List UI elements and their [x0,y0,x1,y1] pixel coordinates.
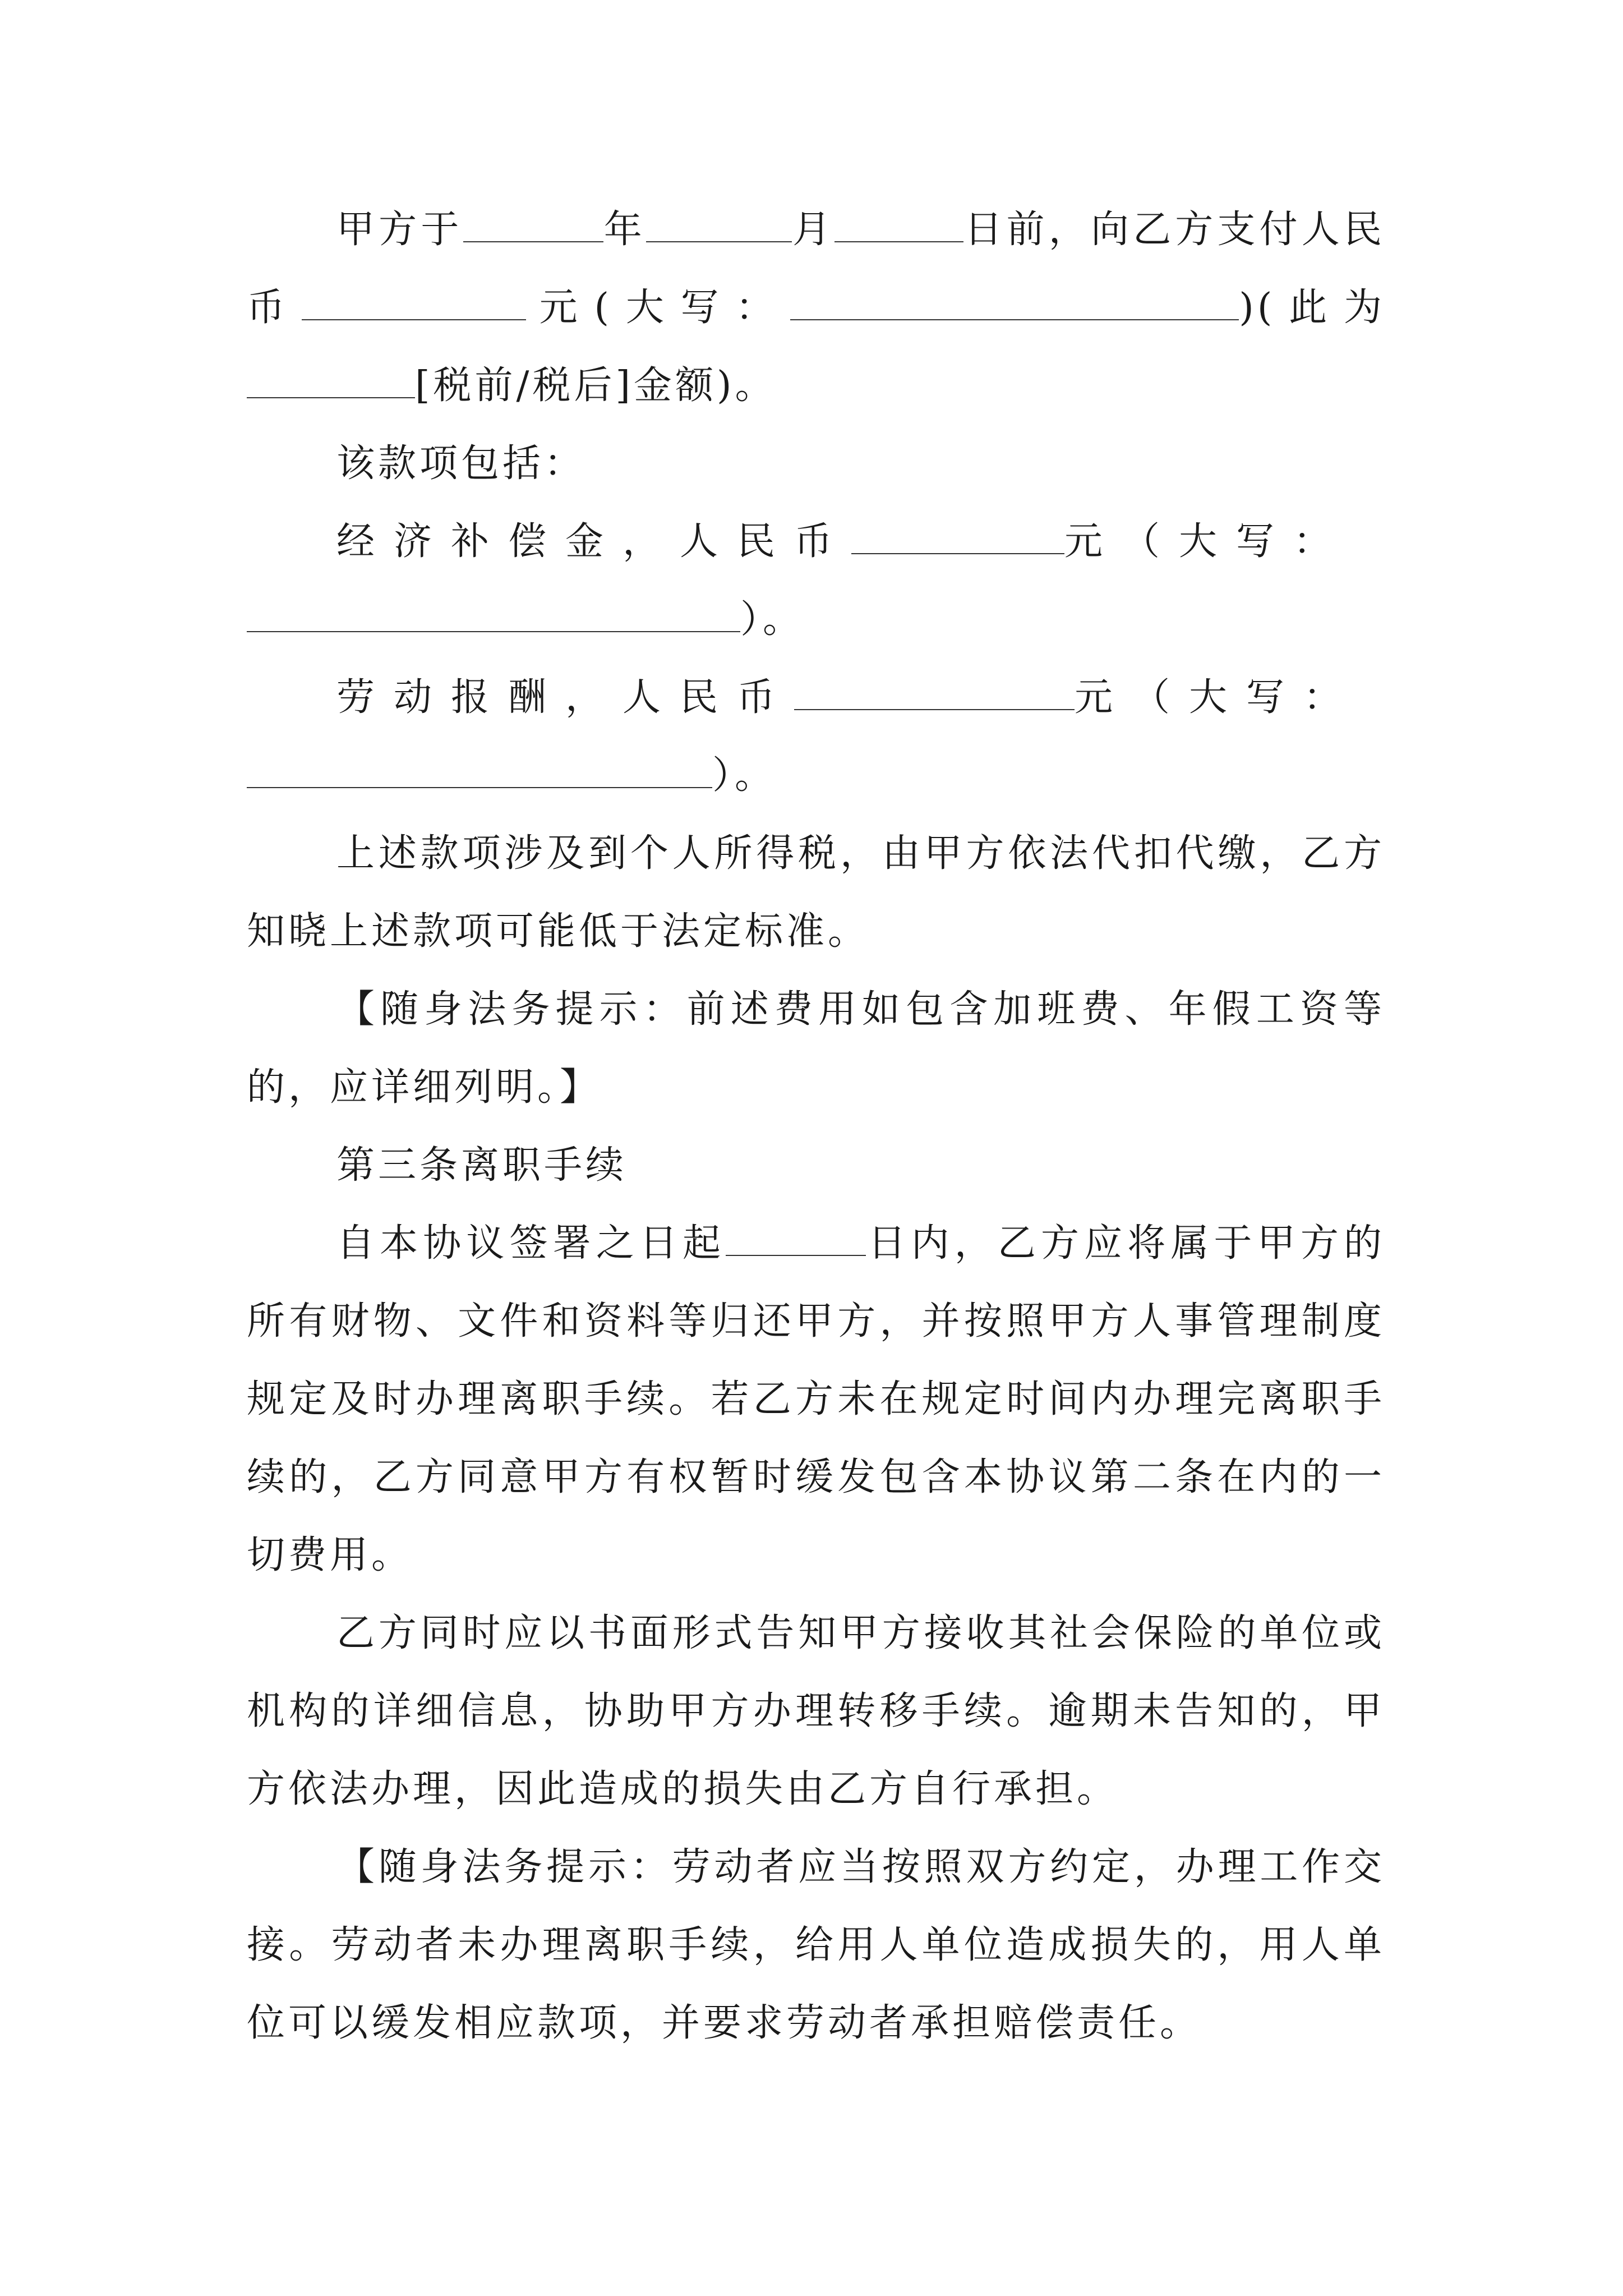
year-blank [463,209,603,242]
month-blank [646,209,792,242]
article3-paragraph [247,1204,1385,1594]
payment-text: 甲方于 [336,208,463,252]
document-body [247,191,1385,2062]
amount-words-blank [790,287,1239,320]
article3-text: 自本协议签署之日起 [336,1221,726,1266]
remuneration-paragraph [247,659,1385,815]
social-insurance-paragraph: 乙方同时应以书面形式告知甲方接收其社会保险的单位或机构的详细信息，协助甲方办理转移手续。逾期未告知的，甲方依法办理，因此造成的损失由乙方自行承担。 [247,1611,1385,1811]
tax-paragraph: 上述款项涉及到个人所得税，由甲方依法代扣代缴，乙方知晓上述款项可能低于法定标准。 [247,831,1385,954]
remuneration-amount-blank [794,677,1075,710]
article3-title: 第三条离职手续 [336,1143,628,1188]
month-label: 月 [791,208,835,252]
payment-text: )(此为 [1239,286,1385,330]
article3-text: 日内，乙方应将属于甲方的所有财物、文件和资料等归还甲方，并按照甲方人事管理制度规定及时办理离职手续。若乙方未在规定时间内办理完离职手续的，乙方同意甲方有权暂时缓发包含本协议第二条在内的一切费用。 [247,1221,1385,1577]
legal-tip-2: 【随身法务提示：劳动者应当按照双方约定，办理工作交接。劳动者未办理离职手续，给用人单位造成损失的，用人单位可以缓发相应款项，并要求劳动者承担赔偿责任。 [247,1845,1385,2045]
compensation-amount-blank [851,521,1064,554]
payment-text: 元(大写： [525,286,791,330]
includes-paragraph: 该款项包括： [336,441,586,486]
payment-text: 日前，向乙方支付人 [963,208,1344,252]
days-blank [726,1222,866,1256]
payment-text: 民币 [247,208,1385,330]
amount-blank [302,287,526,320]
compensation-paragraph [247,503,1385,659]
compensation-text: ）。 [740,597,805,642]
remuneration-text: ）。 [712,753,777,798]
payment-paragraph [247,191,1385,425]
year-label: 年 [603,208,646,252]
legal-tip-1: 【随身法务提示：前述费用如包含加班费、年假工资等的，应详细列明。】 [247,987,1385,1110]
day-blank [834,209,963,242]
tax-type-blank [247,365,415,398]
remuneration-label: 劳动报酬，人民币 [336,675,795,720]
compensation-label: 经济补偿金，人民币 [336,519,852,564]
remuneration-text: 元（大写： [1075,675,1361,720]
compensation-words-blank [247,599,740,632]
payment-text: [税前/税后]金额)。 [415,364,777,408]
compensation-text: 元（大写： [1064,519,1351,564]
remuneration-words-blank [247,754,712,788]
